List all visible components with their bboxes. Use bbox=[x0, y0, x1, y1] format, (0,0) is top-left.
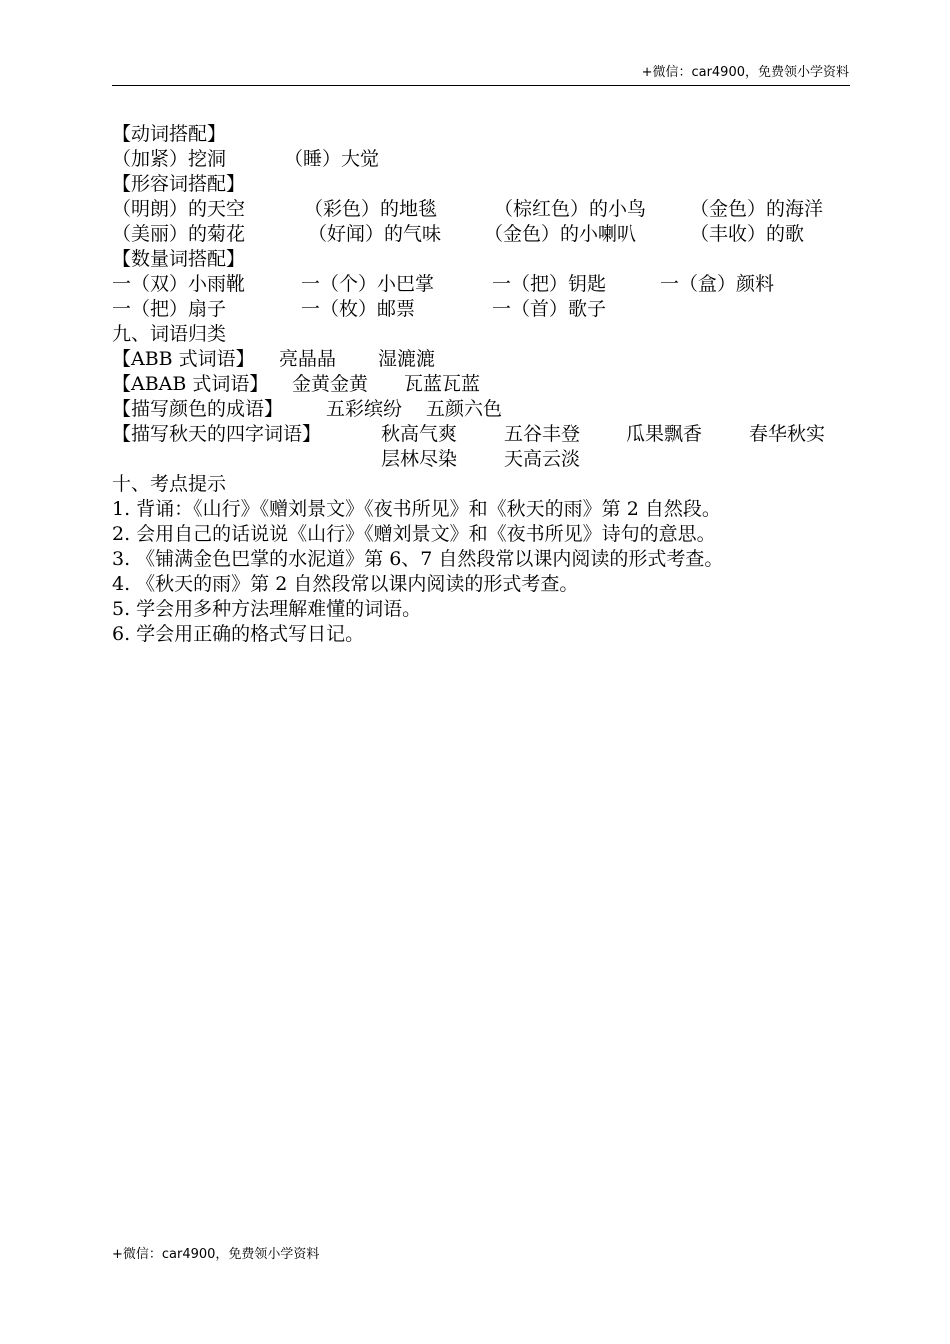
measure-row-1 bbox=[112, 272, 850, 297]
color-idiom-label: 【描写颜色的成语】 bbox=[112, 398, 284, 420]
adj-item: （棕红色）的小鸟 bbox=[494, 198, 647, 220]
verb-item: （睡）大觉 bbox=[284, 148, 380, 170]
measure-heading: 【数量词搭配】 bbox=[112, 248, 246, 270]
tip-line bbox=[112, 572, 850, 597]
measure-item: 一（个）小巴掌 bbox=[301, 273, 435, 295]
tip-item: 3. 《铺满金色巴掌的水泥道》第 6、7 自然段常以课内阅读的形式考查。 bbox=[112, 548, 724, 570]
color-idiom-row bbox=[112, 397, 850, 422]
abab-row bbox=[112, 372, 850, 397]
measure-item: 一（双）小雨靴 bbox=[112, 273, 246, 295]
tip-line bbox=[112, 622, 850, 647]
tip-item: 6. 学会用正确的格式写日记。 bbox=[112, 623, 365, 645]
measure-item: 一（首）歌子 bbox=[492, 298, 607, 320]
tip-line bbox=[112, 547, 850, 572]
autumn-item: 秋高气爽 bbox=[381, 423, 458, 445]
abb-item: 湿漉漉 bbox=[378, 348, 436, 370]
tip-line bbox=[112, 497, 850, 522]
tip-item: 2. 会用自己的话说说《山行》《赠刘景文》和《夜书所见》诗句的意思。 bbox=[112, 523, 716, 545]
tip-item: 1. 背诵：《山行》《赠刘景文》《夜书所见》和《秋天的雨》第 2 自然段。 bbox=[112, 498, 721, 520]
section-9-title: 九、词语归类 bbox=[112, 323, 227, 345]
measure-item: 一（把）扇子 bbox=[112, 298, 227, 320]
verb-heading-line bbox=[112, 122, 850, 147]
abab-label: 【ABAB 式词语】 bbox=[112, 373, 269, 395]
page-header: +微信：car4900，免费领小学资料 bbox=[641, 65, 849, 80]
tip-item: 4. 《秋天的雨》第 2 自然段常以课内阅读的形式考查。 bbox=[112, 573, 579, 595]
adj-row-1 bbox=[112, 197, 850, 222]
verb-item: （加紧）挖洞 bbox=[112, 148, 227, 170]
abb-row bbox=[112, 347, 850, 372]
autumn-item: 五谷丰登 bbox=[504, 423, 581, 445]
document-body bbox=[112, 122, 850, 647]
adj-heading-line bbox=[112, 172, 850, 197]
tip-line bbox=[112, 522, 850, 547]
adj-heading: 【形容词搭配】 bbox=[112, 173, 246, 195]
autumn-item: 天高云淡 bbox=[504, 448, 581, 470]
tip-item: 5. 学会用多种方法理解难懂的词语。 bbox=[112, 598, 422, 620]
autumn-item: 瓜果飘香 bbox=[626, 423, 703, 445]
measure-item: 一（把）钥匙 bbox=[492, 273, 607, 295]
autumn-row-2 bbox=[112, 447, 850, 472]
adj-item: （明朗）的天空 bbox=[112, 198, 246, 220]
section-title bbox=[112, 472, 850, 497]
adj-row-2 bbox=[112, 222, 850, 247]
abb-label: 【ABB 式词语】 bbox=[112, 348, 255, 370]
measure-row-2 bbox=[112, 297, 850, 322]
adj-item: （彩色）的地毯 bbox=[304, 198, 438, 220]
autumn-label: 【描写秋天的四字词语】 bbox=[112, 423, 322, 445]
section-10-title: 十、考点提示 bbox=[112, 473, 227, 495]
measure-item: 一（盒）颜料 bbox=[660, 273, 775, 295]
adj-item: （丰收）的歌 bbox=[690, 223, 805, 245]
abab-item: 金黄金黄 bbox=[292, 373, 369, 395]
color-idiom-item: 五彩缤纷 bbox=[326, 398, 403, 420]
header-rule bbox=[112, 85, 850, 86]
adj-item: （金色）的海洋 bbox=[690, 198, 824, 220]
page-footer: +微信：car4900，免费领小学资料 bbox=[112, 1247, 320, 1262]
verb-heading: 【动词搭配】 bbox=[112, 123, 227, 145]
autumn-item: 春华秋实 bbox=[749, 423, 826, 445]
tip-line bbox=[112, 597, 850, 622]
autumn-item: 层林尽染 bbox=[381, 448, 458, 470]
adj-item: （金色）的小喇叭 bbox=[484, 223, 637, 245]
measure-heading-line bbox=[112, 247, 850, 272]
adj-item: （美丽）的菊花 bbox=[112, 223, 246, 245]
autumn-row-1 bbox=[112, 422, 850, 447]
abab-item: 瓦蓝瓦蓝 bbox=[404, 373, 481, 395]
color-idiom-item: 五颜六色 bbox=[426, 398, 503, 420]
measure-item: 一（枚）邮票 bbox=[301, 298, 416, 320]
abb-item: 亮晶晶 bbox=[279, 348, 337, 370]
section-title bbox=[112, 322, 850, 347]
verb-row bbox=[112, 147, 850, 172]
adj-item: （好闻）的气味 bbox=[308, 223, 442, 245]
